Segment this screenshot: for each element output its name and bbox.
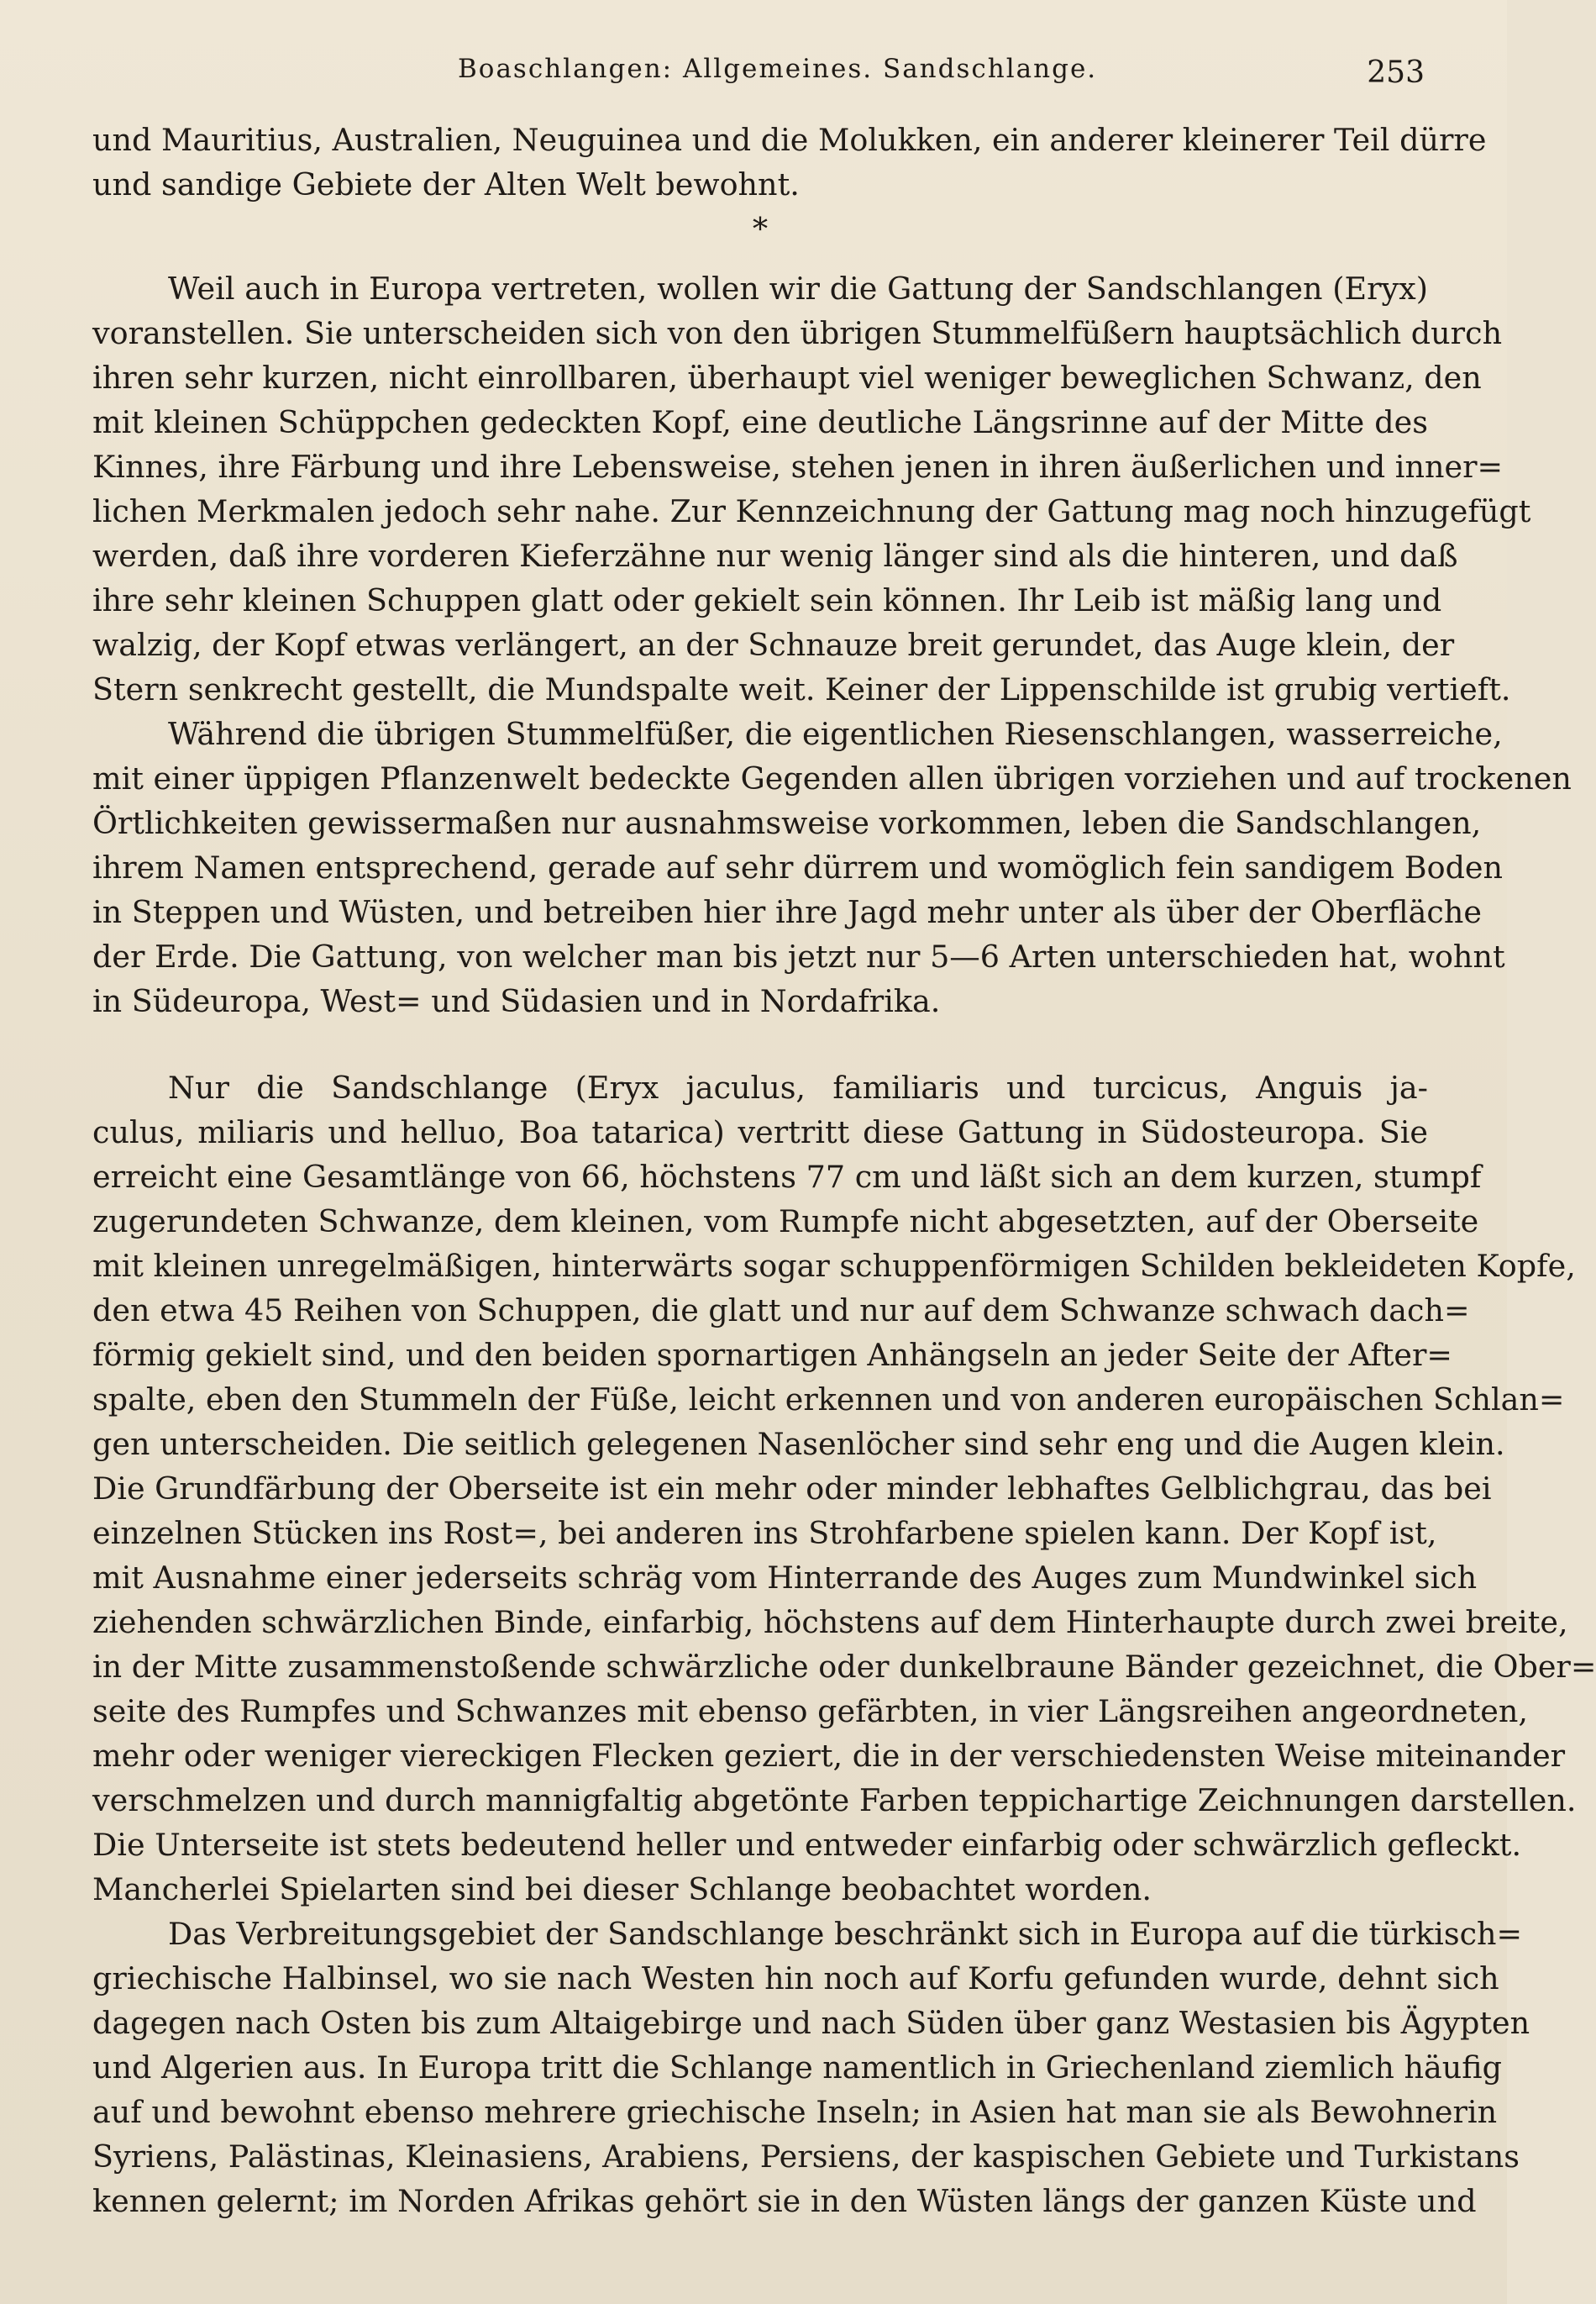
- text-line: Stern senkrecht gestellt, die Mundspalte weit. Keiner der Lippenschilde ist grubig vertieft.: [92, 671, 1511, 708]
- text-line: griechische Halbinsel, wo sie nach Westen hin noch auf Korfu gefunden wurde, dehnt sich: [92, 1960, 1499, 1996]
- text-line: Das Verbreitungsgebiet der Sandschlange beschränkt sich in Europa auf die türkisch=: [168, 1916, 1523, 1952]
- page-header: [92, 52, 1436, 103]
- text-line: gen unterscheiden. Die seitlich gelegenen Nasenlöcher sind sehr eng und die Augen klein.: [92, 1426, 1505, 1462]
- text-line: Die Grundfärbung der Oberseite ist ein mehr oder minder lebhaftes Gelblichgrau, das bei: [92, 1470, 1492, 1507]
- text-line: mehr oder weniger viereckigen Flecken geziert, die in der verschiedensten Weise miteinander: [92, 1738, 1566, 1774]
- section-asterisk: *: [752, 211, 769, 247]
- text-line: einzelnen Stücken ins Rost=, bei anderen ins Strohfarbene spielen kann. Der Kopf ist,: [92, 1515, 1437, 1551]
- text-line: Syriens, Palästinas, Kleinasiens, Arabiens, Persiens, der kaspischen Gebiete und Turkistans: [92, 2138, 1520, 2175]
- text-line: kennen gelernt; im Norden Afrikas gehört sie in den Wüsten längs der ganzen Küste und: [92, 2183, 1477, 2219]
- text-line: den etwa 45 Reihen von Schuppen, die glatt und nur auf dem Schwanze schwach dach=: [92, 1292, 1470, 1328]
- text-line: und sandige Gebiete der Alten Welt bewohnt.: [92, 166, 800, 203]
- text-line: ihrem Namen entsprechend, gerade auf sehr dürrem und womöglich fein sandigem Boden: [92, 850, 1504, 886]
- text-line: Während die übrigen Stummelfüßer, die eigentlichen Riesenschlangen, wasserreiche,: [168, 716, 1503, 752]
- text-line: in Steppen und Wüsten, und betreiben hier ihre Jagd mehr unter als über der Oberfläche: [92, 894, 1482, 930]
- text-line: ziehenden schwärzlichen Binde, einfarbig, höchstens auf dem Hinterhaupte durch zwei breite,: [92, 1604, 1568, 1640]
- text-line: erreicht eine Gesamtlänge von 66, höchstens 77 cm und läßt sich an dem kurzen, stumpf: [92, 1159, 1482, 1195]
- text-line: mit Ausnahme einer jederseits schräg vom Hinterrande des Auges zum Mundwinkel sich: [92, 1560, 1478, 1596]
- text-line: mit kleinen Schüppchen gedeckten Kopf, eine deutliche Längsrinne auf der Mitte des: [92, 404, 1428, 440]
- text-line: werden, daß ihre vorderen Kieferzähne nur wenig länger sind als die hinteren, und daß: [92, 538, 1458, 574]
- text-line: Die Unterseite ist stets bedeutend heller und entweder einfarbig oder schwärzlich gefleckt.: [92, 1827, 1522, 1863]
- text-line: seite des Rumpfes und Schwanzes mit ebenso gefärbten, in vier Längsreihen angeordneten,: [92, 1693, 1528, 1729]
- text-line: zugerundeten Schwanze, dem kleinen, vom Rumpfe nicht abgesetzten, auf der Oberseite: [92, 1203, 1479, 1239]
- text-line: Nur die Sandschlange (Eryx jaculus, familiaris und turcicus, Anguis ja-: [168, 1070, 1428, 1106]
- text-line: mit einer üppigen Pflanzenwelt bedeckte Gegenden allen übrigen vorziehen und auf trockenen: [92, 760, 1572, 797]
- text-line: lichen Merkmalen jedoch sehr nahe. Zur Kennzeichnung der Gattung mag noch hinzugefügt: [92, 493, 1531, 529]
- text-line: dagegen nach Osten bis zum Altaigebirge und nach Süden über ganz Westasien bis Ägypten: [92, 2005, 1530, 2041]
- text-line: auf und bewohnt ebenso mehrere griechische Inseln; in Asien hat man sie als Bewohnerin: [92, 2094, 1498, 2130]
- text-line: Mancherlei Spielarten sind bei dieser Schlange beobachtet worden.: [92, 1871, 1152, 1907]
- text-line: voranstellen. Sie unterscheiden sich von den übrigen Stummelfüßern hauptsächlich durch: [92, 315, 1503, 351]
- text-line: Kinnes, ihre Färbung und ihre Lebensweise, stehen jenen in ihren äußerlichen und inner=: [92, 449, 1504, 485]
- text-line: Örtlichkeiten gewissermaßen nur ausnahmsweise vorkommen, leben die Sandschlangen,: [92, 805, 1482, 841]
- text-line: spalte, eben den Stummeln der Füße, leicht erkennen und von anderen europäischen Schlan=: [92, 1381, 1565, 1418]
- text-line: ihren sehr kurzen, nicht einrollbaren, überhaupt viel weniger beweglichen Schwanz, den: [92, 360, 1482, 396]
- text-line: ihre sehr kleinen Schuppen glatt oder gekielt sein können. Ihr Leib ist mäßig lang und: [92, 582, 1442, 618]
- text-line: in der Mitte zusammenstoßende schwärzliche oder dunkelbraune Bänder gezeichnet, die Ober=: [92, 1649, 1596, 1685]
- page-number: 253: [1367, 55, 1425, 90]
- text-line: förmig gekielt sind, und den beiden spornartigen Anhängseln an jeder Seite der After=: [92, 1337, 1453, 1373]
- text-line: in Südeuropa, West= und Südasien und in Nordafrika.: [92, 983, 941, 1019]
- text-line: verschmelzen und durch mannigfaltig abgetönte Farben teppichartige Zeichnungen darstellen.: [92, 1782, 1577, 1818]
- text-line: culus, miliaris und helluo, Boa tatarica) vertritt diese Gattung in Südosteuropa. Sie: [92, 1114, 1428, 1150]
- text-line: der Erde. Die Gattung, von welcher man bis jetzt nur 5—6 Arten unterschieden hat, wohnt: [92, 939, 1505, 975]
- running-head: Boaschlangen: Allgemeines. Sandschlange.: [458, 54, 1098, 84]
- text-line: walzig, der Kopf etwas verlängert, an der Schnauze breit gerundet, das Auge klein, der: [92, 627, 1455, 663]
- text-line: und Algerien aus. In Europa tritt die Schlange namentlich in Griechenland ziemlich häufig: [92, 2049, 1502, 2086]
- text-line: Weil auch in Europa vertreten, wollen wir die Gattung der Sandschlangen (Eryx): [168, 271, 1428, 307]
- text-line: mit kleinen unregelmäßigen, hinterwärts sogar schuppenförmigen Schilden bekleideten Kopfe,: [92, 1248, 1576, 1284]
- body-text: [92, 118, 1596, 2223]
- text-line: und Mauritius, Australien, Neuguinea und die Molukken, ein anderer kleinerer Teil dürre: [92, 122, 1487, 158]
